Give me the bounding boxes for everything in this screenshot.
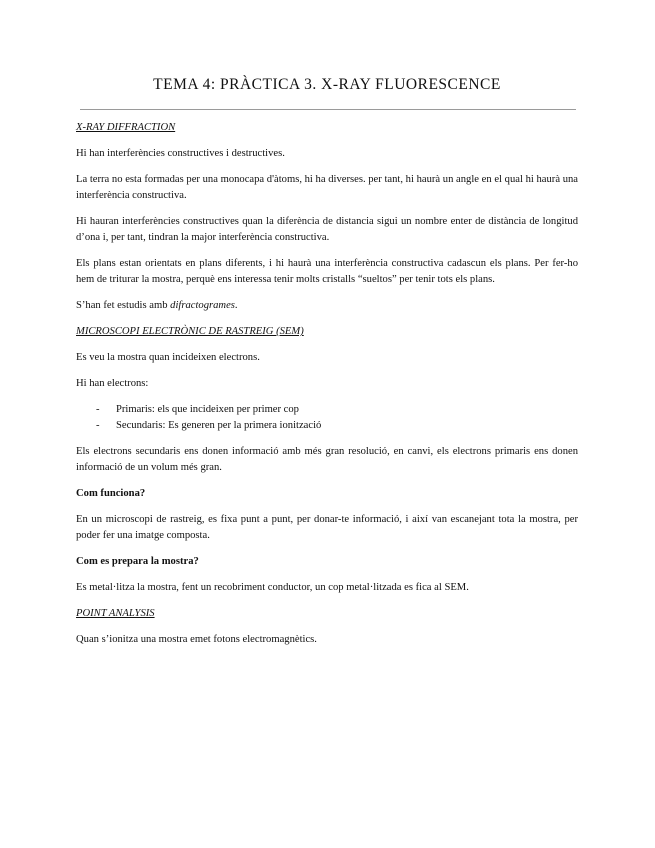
paragraph: Hi han electrons: [76,378,149,389]
list-item-text: Primaris: els que incideixen per primer cop [116,404,299,415]
paragraph: Hi han interferències constructives i destructives. [76,148,285,159]
paragraph: En un microscopi de rastreig, es fixa punt a punt, per donar-te informació, i així van escanejant tota la mostra, per poder fer una imatge composta. [76,514,578,541]
list-item [76,418,578,434]
electron-list [76,402,578,434]
paragraph: Es veu la mostra quan incideixen electrons. [76,352,260,363]
paragraph: Es metal·litza la mostra, fent un recobriment conductor, un cop metal·litzada es fica al SEM. [76,582,469,593]
paragraph: Els plans estan orientats en plans diferents, i hi haurà una interferència constructiva cadascun els plans. Per fer-ho hem de triturar la mostra, perquè ens interessa tenir molts cristalls “sueltos” per tenir tots els plans. [76,258,578,285]
section-heading-point-analysis: POINT ANALYSIS [76,608,155,619]
list-item-text: Secundaris: Es generen per la primera ionització [116,420,322,431]
text-span: . [234,300,238,311]
emphasis-text: difractogrames [170,300,235,311]
document-body [76,120,578,658]
page-title: TEMA 4: PRÀCTICA 3. X-RAY FLUORESCENCE [153,76,501,93]
section-heading-xrd: X-RAY DIFFRACTION [76,122,176,133]
question-heading: Com funciona? [76,488,146,499]
list-item [76,402,578,418]
list-marker: - [96,404,100,415]
section-heading-sem: MICROSCOPI ELECTRÒNIC DE RASTREIG (SEM) [76,326,304,337]
question-heading: Com es prepara la mostra? [76,556,199,567]
text-span: S’han fet estudis amb [76,300,171,311]
title-divider [80,109,576,110]
paragraph: Els electrons secundaris ens donen informació amb més gran resolució, en canvi, els electrons primaris ens donen informació de un volum més gran. [76,446,578,473]
paragraph: Quan s’ionitza una mostra emet fotons electromagnètics. [76,634,317,645]
paragraph: Hi hauran interferències constructives quan la diferència de distancia sigui un nombre enter de distància de longitud d’ona i, per tant, tindran la major interferència constructiva. [76,216,578,243]
paragraph [76,298,578,314]
paragraph: La terra no esta formadas per una monocapa d'àtoms, hi ha diverses. per tant, hi haurà un angle en el qual hi haurà una interferència constructiva. [76,174,578,201]
list-marker: - [96,420,100,431]
